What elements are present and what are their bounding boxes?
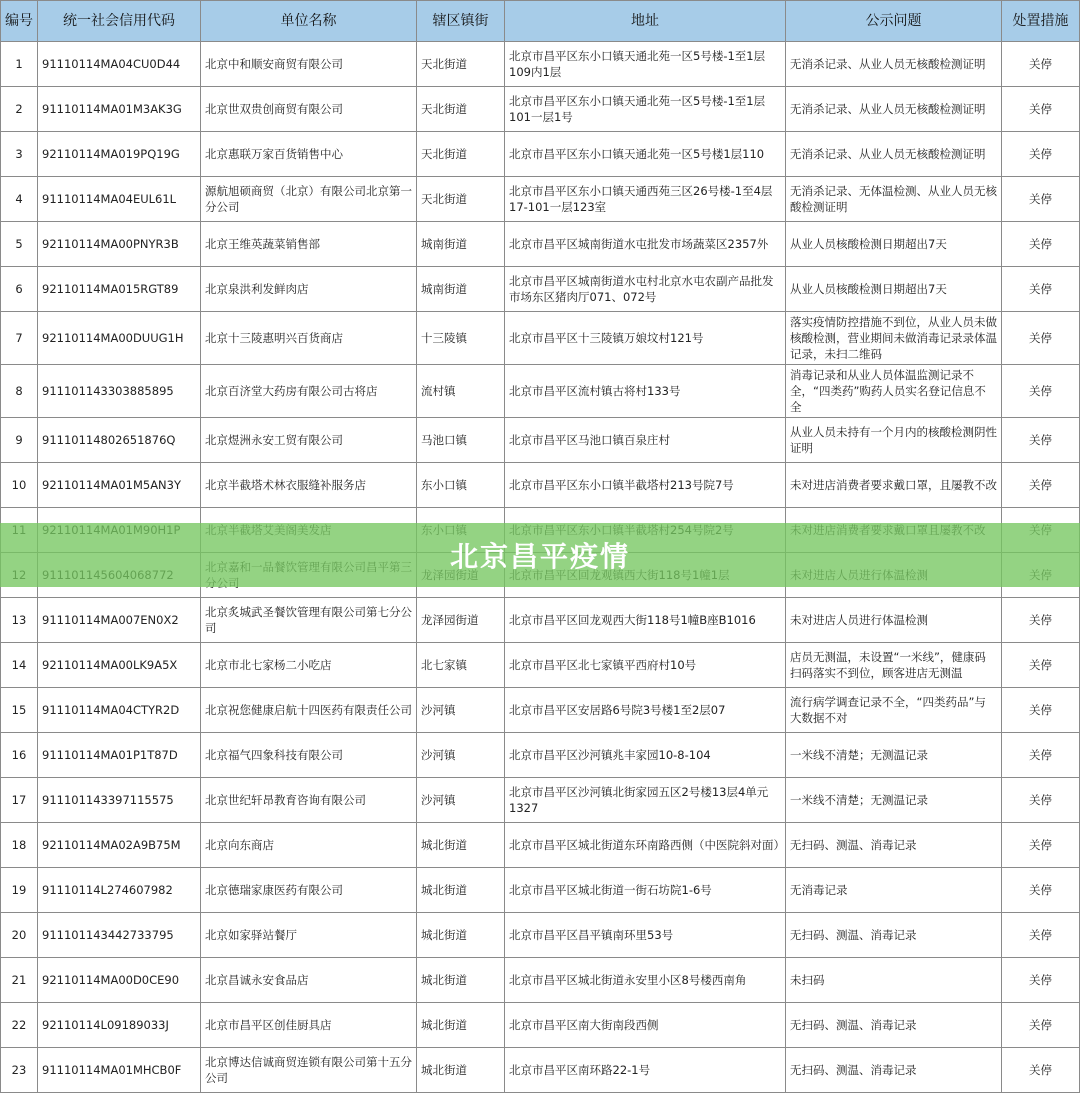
row-issue: 无消杀记录、从业人员无核酸检测证明 [786,42,1002,87]
row-address: 北京市昌平区城北街道永安里小区8号楼西南角 [505,958,786,1003]
row-action: 关停 [1002,42,1080,87]
row-town: 城南街道 [417,267,505,312]
row-address: 北京市昌平区沙河镇兆丰家园10-8-104 [505,733,786,778]
row-issue: 消毒记录和从业人员体温监测记录不全，“四类药”购药人员实名登记信息不全 [786,365,1002,418]
row-no: 19 [1,868,38,913]
row-no: 18 [1,823,38,868]
row-address: 北京市昌平区城北街道一街石坊院1-6号 [505,868,786,913]
row-action: 关停 [1002,267,1080,312]
row-unit-name: 北京十三陵惠明兴百货商店 [201,312,417,365]
row-no: 2 [1,87,38,132]
row-issue: 一米线不清楚；无测温记录 [786,733,1002,778]
row-no: 13 [1,598,38,643]
row-action: 关停 [1002,87,1080,132]
row-no: 3 [1,132,38,177]
row-address: 北京市昌平区东小口镇天通北苑一区5号楼1层110 [505,132,786,177]
table-row [1,463,1080,508]
row-address: 北京市昌平区南大街南段西侧 [505,1003,786,1048]
table-row [1,87,1080,132]
row-issue: 店员无测温，未设置“一米线”，健康码扫码落实不到位，顾客进店无测温 [786,643,1002,688]
row-address: 北京市昌平区东小口镇半截塔村213号院7号 [505,463,786,508]
row-unit-name: 北京如家驿站餐厅 [201,913,417,958]
table-row [1,42,1080,87]
row-address: 北京市昌平区马池口镇百泉庄村 [505,418,786,463]
table-row [1,868,1080,913]
row-action: 关停 [1002,132,1080,177]
row-action: 关停 [1002,688,1080,733]
row-town: 沙河镇 [417,688,505,733]
row-unit-name: 北京炙城武圣餐饮管理有限公司第七分公司 [201,598,417,643]
row-unit-name: 北京煜洲永安工贸有限公司 [201,418,417,463]
header-no: 编号 [1,1,38,42]
row-credit-code: 911101143442733795 [38,913,201,958]
table-row [1,1003,1080,1048]
row-issue: 一米线不清楚；无测温记录 [786,778,1002,823]
row-issue: 未对进店人员进行体温检测 [786,598,1002,643]
row-action: 关停 [1002,177,1080,222]
row-unit-name: 北京百济堂大药房有限公司古将店 [201,365,417,418]
row-issue: 从业人员未持有一个月内的核酸检测阴性证明 [786,418,1002,463]
banner-title: 北京昌平疫情 [449,540,630,573]
header-credit-code: 统一社会信用代码 [38,1,201,42]
header-unit-name: 单位名称 [201,1,417,42]
row-action: 关停 [1002,598,1080,643]
table-row [1,222,1080,267]
row-unit-name: 北京福气四象科技有限公司 [201,733,417,778]
row-credit-code: 92110114MA02A9B75M [38,823,201,868]
row-unit-name: 源航旭硕商贸（北京）有限公司北京第一分公司 [201,177,417,222]
row-town: 天北街道 [417,177,505,222]
row-address: 北京市昌平区城南街道水屯村北京水屯农副产品批发市场东区猪肉厅071、072号 [505,267,786,312]
row-unit-name: 北京中和顺安商贸有限公司 [201,42,417,87]
row-issue: 无扫码、测温、消毒记录 [786,1048,1002,1093]
row-address: 北京市昌平区南环路22-1号 [505,1048,786,1093]
row-issue: 未对进店消费者要求戴口罩，且屡教不改 [786,463,1002,508]
row-address: 北京市昌平区城南街道水屯批发市场蔬菜区2357外 [505,222,786,267]
row-unit-name: 北京市北七家杨二小吃店 [201,643,417,688]
row-town: 东小口镇 [417,463,505,508]
row-credit-code: 92110114MA00PNYR3B [38,222,201,267]
row-action: 关停 [1002,365,1080,418]
table-row [1,418,1080,463]
row-no: 9 [1,418,38,463]
row-credit-code: 91110114MA04EUL61L [38,177,201,222]
row-action: 关停 [1002,418,1080,463]
row-unit-name: 北京惠联万家百货销售中心 [201,132,417,177]
table-row [1,733,1080,778]
row-issue: 无扫码、测温、消毒记录 [786,1003,1002,1048]
row-credit-code: 91110114MA04CTYR2D [38,688,201,733]
header-issue: 公示问题 [786,1,1002,42]
row-unit-name: 北京世双贵创商贸有限公司 [201,87,417,132]
row-credit-code: 92110114MA019PQ19G [38,132,201,177]
row-unit-name: 北京昌诚永安食品店 [201,958,417,1003]
row-address: 北京市昌平区流村镇古将村133号 [505,365,786,418]
row-unit-name: 北京王维英蔬菜销售部 [201,222,417,267]
row-no: 7 [1,312,38,365]
row-no: 8 [1,365,38,418]
table-row [1,913,1080,958]
row-action: 关停 [1002,643,1080,688]
table-row [1,778,1080,823]
row-town: 城北街道 [417,868,505,913]
row-credit-code: 91110114802651876Q [38,418,201,463]
row-action: 关停 [1002,1048,1080,1093]
row-no: 17 [1,778,38,823]
header-address: 地址 [505,1,786,42]
row-credit-code: 91110114MA01M3AK3G [38,87,201,132]
row-town: 流村镇 [417,365,505,418]
row-action: 关停 [1002,1003,1080,1048]
row-no: 23 [1,1048,38,1093]
row-address: 北京市昌平区北七家镇平西府村10号 [505,643,786,688]
row-town: 沙河镇 [417,778,505,823]
row-no: 22 [1,1003,38,1048]
row-no: 10 [1,463,38,508]
row-town: 十三陵镇 [417,312,505,365]
row-town: 天北街道 [417,87,505,132]
row-action: 关停 [1002,733,1080,778]
row-address: 北京市昌平区沙河镇北街家园五区2号楼13层4单元1327 [505,778,786,823]
row-action: 关停 [1002,913,1080,958]
row-no: 5 [1,222,38,267]
row-town: 北七家镇 [417,643,505,688]
watermark-banner [0,523,1080,587]
row-action: 关停 [1002,222,1080,267]
row-address: 北京市昌平区昌平镇南环里53号 [505,913,786,958]
row-credit-code: 91110114MA007EN0X2 [38,598,201,643]
row-no: 21 [1,958,38,1003]
header-action: 处置措施 [1002,1,1080,42]
row-address: 北京市昌平区东小口镇天通北苑一区5号楼-1至1层101一层1号 [505,87,786,132]
row-town: 城北街道 [417,1048,505,1093]
row-issue: 从业人员核酸检测日期超出7天 [786,222,1002,267]
row-credit-code: 91110114MA04CU0D44 [38,42,201,87]
row-address: 北京市昌平区城北街道东环南路西侧（中医院斜对面） [505,823,786,868]
row-town: 沙河镇 [417,733,505,778]
row-issue: 无消杀记录、从业人员无核酸检测证明 [786,132,1002,177]
row-credit-code: 92110114MA01M5AN3Y [38,463,201,508]
row-no: 4 [1,177,38,222]
row-town: 城北街道 [417,823,505,868]
row-credit-code: 91110114MA01P1T87D [38,733,201,778]
row-unit-name: 北京市昌平区创佳厨具店 [201,1003,417,1048]
table-row [1,598,1080,643]
row-town: 天北街道 [417,132,505,177]
table-row [1,823,1080,868]
row-no: 15 [1,688,38,733]
row-issue: 无扫码、测温、消毒记录 [786,913,1002,958]
row-issue: 落实疫情防控措施不到位，从业人员未做核酸检测，营业期间未做消毒记录录体温记录，未扫二维码 [786,312,1002,365]
row-issue: 流行病学调查记录不全，“四类药品”与大数据不对 [786,688,1002,733]
row-town: 城北街道 [417,958,505,1003]
row-issue: 无消毒记录 [786,868,1002,913]
row-unit-name: 北京德瑞家康医药有限公司 [201,868,417,913]
row-issue: 无消杀记录、从业人员无核酸检测证明 [786,87,1002,132]
table-row [1,312,1080,365]
row-unit-name: 北京半截塔术林衣服缝补服务店 [201,463,417,508]
row-credit-code: 911101143397115575 [38,778,201,823]
row-unit-name: 北京祝您健康启航十四医药有限责任公司 [201,688,417,733]
row-unit-name: 北京向东商店 [201,823,417,868]
header-row [1,1,1080,42]
row-unit-name: 北京泉洪利发鲜肉店 [201,267,417,312]
row-no: 16 [1,733,38,778]
row-no: 14 [1,643,38,688]
row-no: 20 [1,913,38,958]
row-town: 城北街道 [417,1003,505,1048]
row-unit-name: 北京世纪轩昂教育咨询有限公司 [201,778,417,823]
row-address: 北京市昌平区回龙观西大街118号1幢B座B1016 [505,598,786,643]
row-action: 关停 [1002,823,1080,868]
row-credit-code: 92110114MA00DUUG1H [38,312,201,365]
row-no: 6 [1,267,38,312]
row-issue: 无消杀记录、无体温检测、从业人员无核酸检测证明 [786,177,1002,222]
table-row [1,643,1080,688]
table-row [1,132,1080,177]
row-town: 城北街道 [417,913,505,958]
header-town: 辖区镇街 [417,1,505,42]
row-address: 北京市昌平区东小口镇天通北苑一区5号楼-1至1层109内1层 [505,42,786,87]
row-action: 关停 [1002,868,1080,913]
row-town: 天北街道 [417,42,505,87]
table-row [1,1048,1080,1093]
row-address: 北京市昌平区安居路6号院3号楼1至2层07 [505,688,786,733]
row-credit-code: 911101143303885895 [38,365,201,418]
row-action: 关停 [1002,778,1080,823]
table-row [1,365,1080,418]
row-unit-name: 北京博达信诚商贸连锁有限公司第十五分公司 [201,1048,417,1093]
row-address: 北京市昌平区东小口镇天通西苑三区26号楼-1至4层17-101一层123室 [505,177,786,222]
row-credit-code: 92110114MA00LK9A5X [38,643,201,688]
table-row [1,177,1080,222]
row-action: 关停 [1002,463,1080,508]
row-no: 1 [1,42,38,87]
row-action: 关停 [1002,958,1080,1003]
table-row [1,267,1080,312]
row-credit-code: 91110114MA01MHCB0F [38,1048,201,1093]
row-credit-code: 92110114L09189033J [38,1003,201,1048]
row-address: 北京市昌平区十三陵镇万娘坟村121号 [505,312,786,365]
row-issue: 未扫码 [786,958,1002,1003]
table-row [1,688,1080,733]
row-issue: 无扫码、测温、消毒记录 [786,823,1002,868]
row-town: 城南街道 [417,222,505,267]
row-issue: 从业人员核酸检测日期超出7天 [786,267,1002,312]
row-town: 龙泽园街道 [417,598,505,643]
row-action: 关停 [1002,312,1080,365]
row-credit-code: 92110114MA00D0CE90 [38,958,201,1003]
row-town: 马池口镇 [417,418,505,463]
row-credit-code: 91110114L274607982 [38,868,201,913]
row-credit-code: 92110114MA015RGT89 [38,267,201,312]
table-row [1,958,1080,1003]
